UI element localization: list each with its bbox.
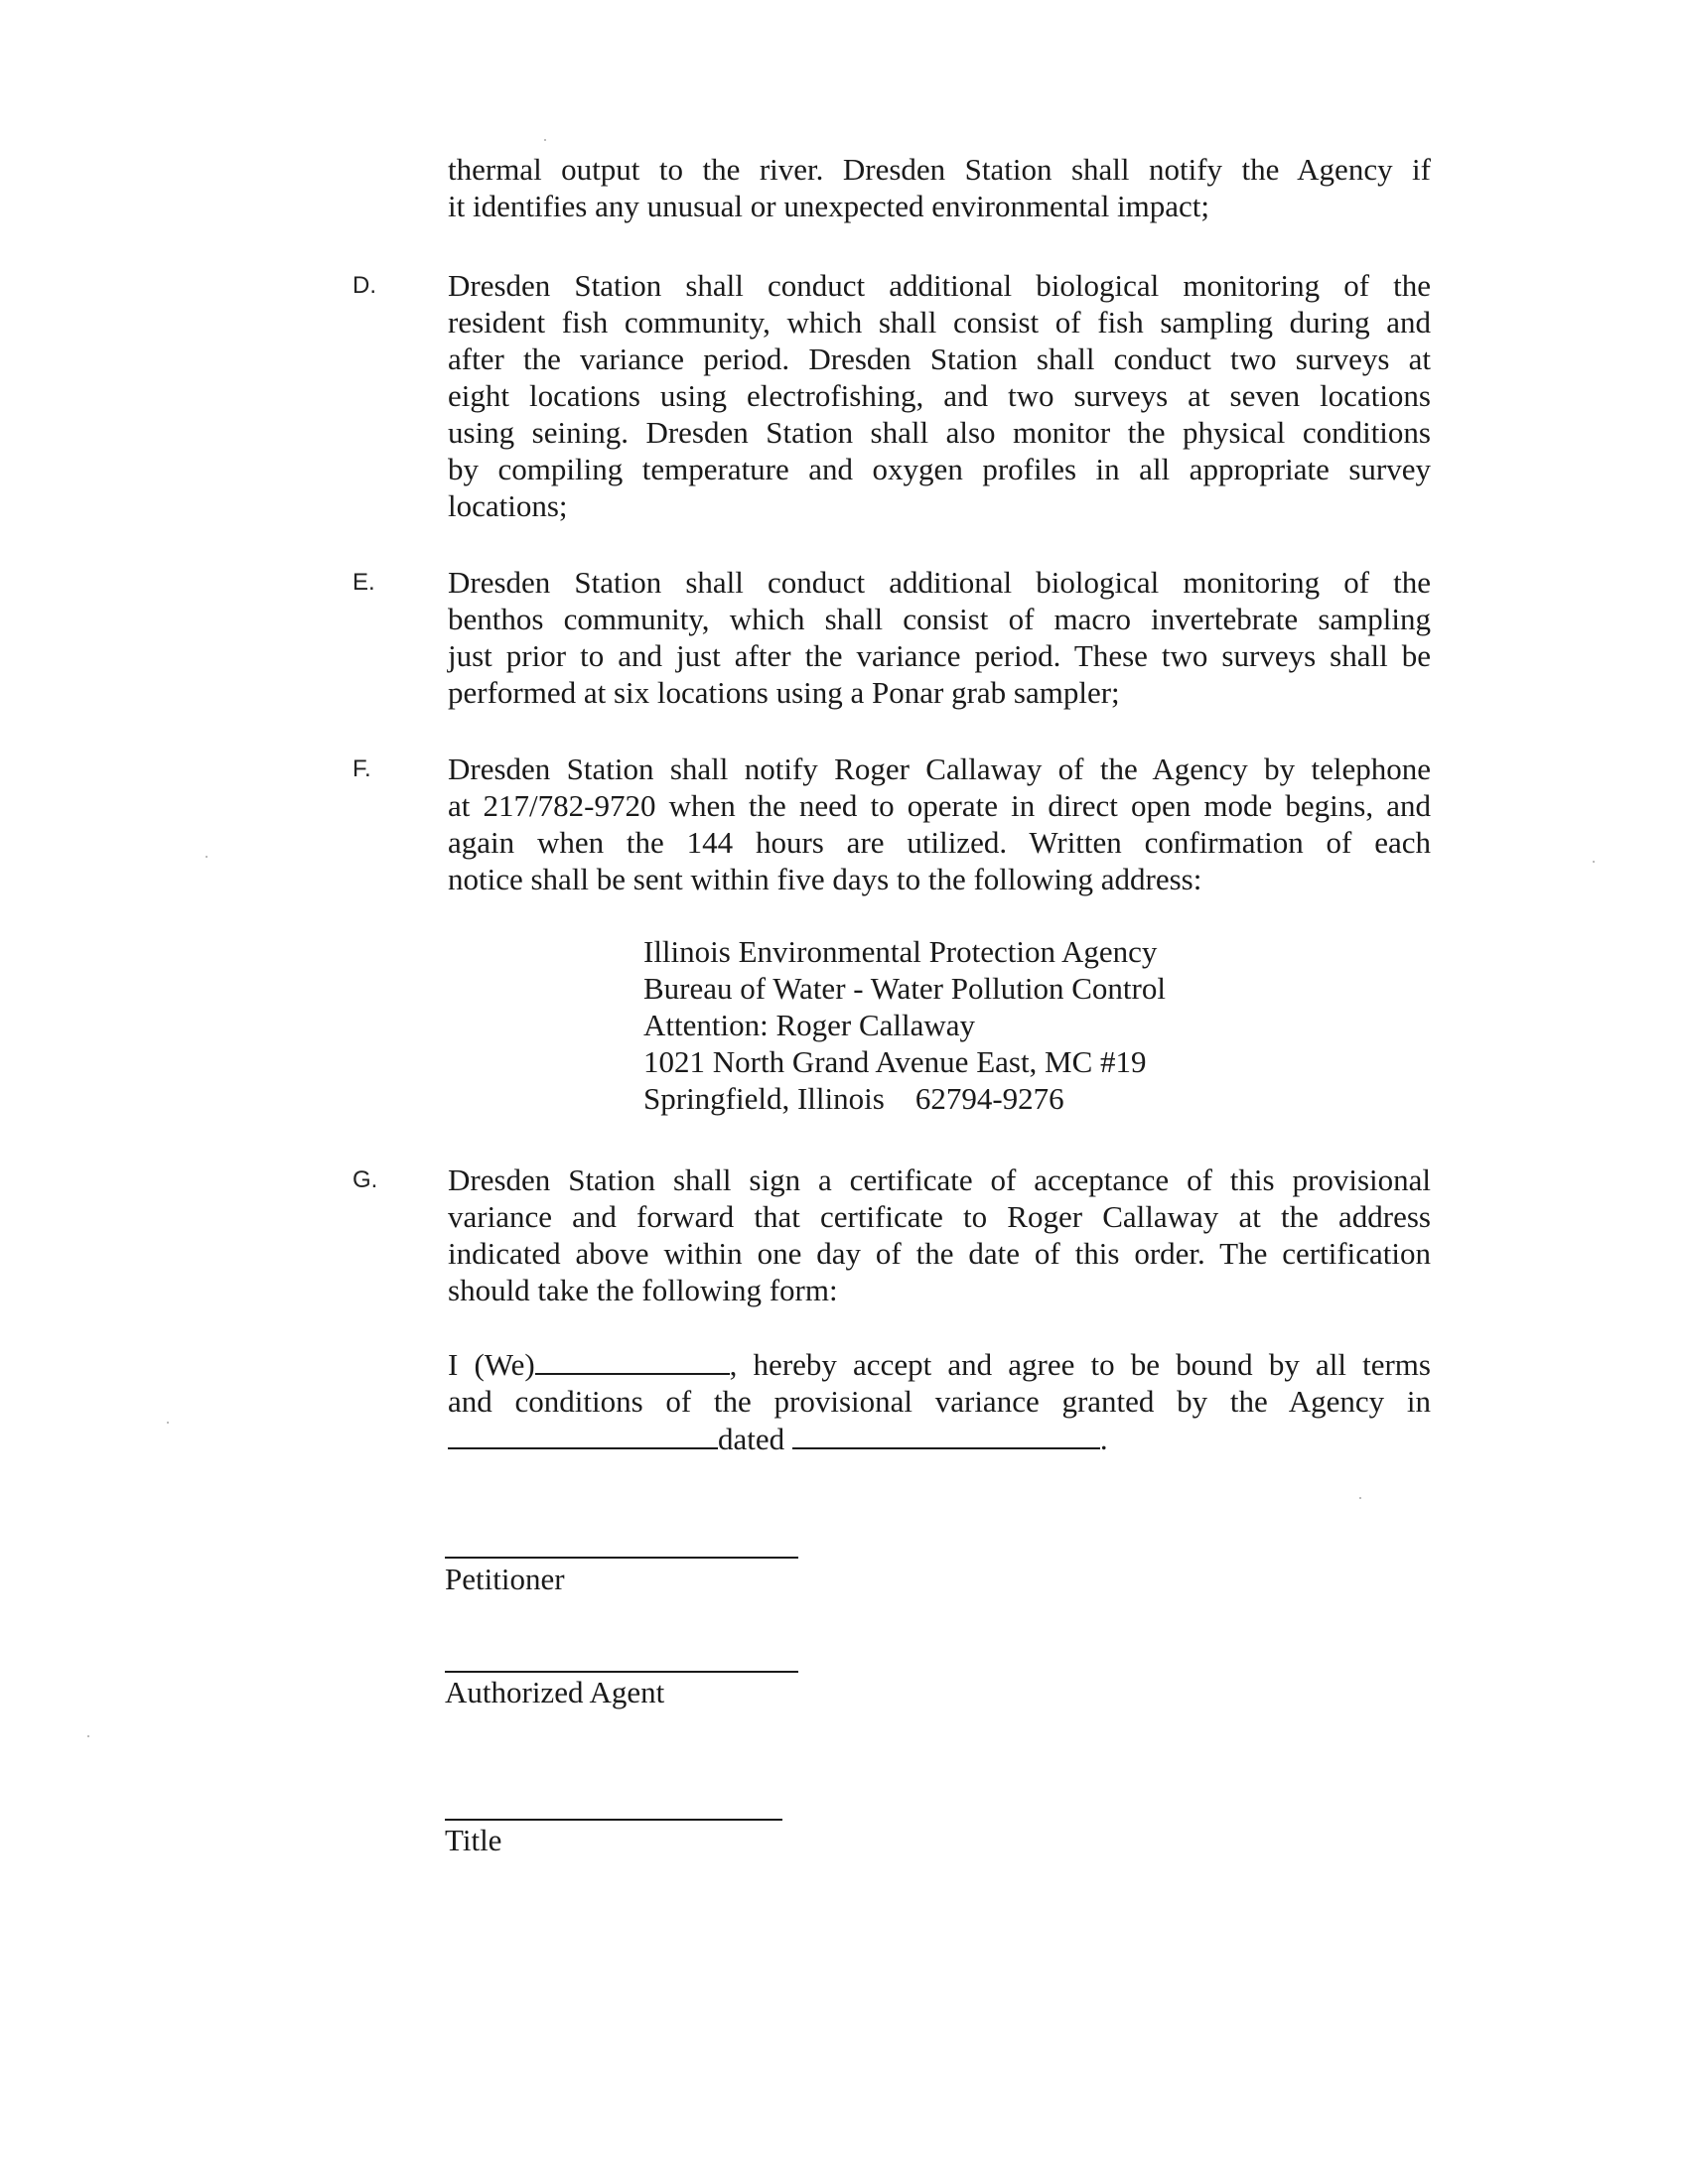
text-line: thermal output to the river. Dresden Station shall notify the Agency if	[448, 152, 1431, 187]
certificate-line-2: and conditions of the provisional variance granted by the Agency in	[448, 1384, 1431, 1419]
text-line: eight locations using electrofishing, and two surveys at seven locations	[448, 378, 1431, 413]
text-line: just prior to and just after the variance period. These two surveys shall be	[448, 638, 1431, 673]
certificate-line-3	[448, 1420, 1431, 1457]
scan-speck	[206, 856, 208, 858]
authorized-agent-label: Authorized Agent	[445, 1675, 665, 1709]
address-block	[643, 933, 1166, 1117]
address-line: Bureau of Water - Water Pollution Control	[643, 971, 1166, 1006]
certificate-prefix: I (We)	[448, 1347, 535, 1382]
title-signature-line[interactable]	[445, 1819, 782, 1821]
scan-speck	[544, 139, 546, 141]
item-e-paragraph	[448, 564, 1431, 711]
text-line: Dresden Station shall sign a certificate of acceptance of this provisional	[448, 1162, 1431, 1197]
text-line: locations;	[448, 488, 568, 523]
petitioner-signature-line[interactable]	[445, 1557, 798, 1559]
item-f-paragraph	[448, 751, 1431, 897]
item-d-marker: D.	[352, 272, 376, 299]
title-label: Title	[445, 1823, 502, 1857]
text-line: after the variance period. Dresden Station shall conduct two surveys at	[448, 341, 1431, 376]
address-line: Attention: Roger Callaway	[643, 1008, 976, 1042]
address-line: Springfield, Illinois 62794-9276	[643, 1081, 1064, 1116]
scan-speck	[1593, 861, 1595, 863]
certificate-period: .	[1099, 1422, 1108, 1456]
order-blank-field[interactable]	[448, 1420, 718, 1449]
text-line: using seining. Dresden Station shall also monitor the physical conditions	[448, 415, 1431, 450]
item-f-marker: F.	[352, 755, 371, 782]
certificate-suffix: , hereby accept and agree to be bound by all terms	[729, 1347, 1431, 1382]
address-line: 1021 North Grand Avenue East, MC #19	[643, 1044, 1147, 1079]
text-line: resident fish community, which shall consist of fish sampling during and	[448, 305, 1431, 340]
item-d-paragraph	[448, 267, 1431, 524]
text-line: notice shall be sent within five days to the following address:	[448, 862, 1202, 896]
text-line: benthos community, which shall consist of macro invertebrate sampling	[448, 602, 1431, 636]
intro-paragraph	[448, 151, 1431, 224]
text-line: performed at six locations using a Ponar grab sampler;	[448, 675, 1120, 710]
text-line: Dresden Station shall notify Roger Callaway of the Agency by telephone	[448, 751, 1431, 786]
date-blank-field[interactable]	[792, 1420, 1100, 1449]
item-g-paragraph	[448, 1161, 1431, 1308]
text-line: at 217/782-9720 when the need to operate in direct open mode begins, and	[448, 788, 1431, 823]
item-e-marker: E.	[352, 569, 375, 596]
certificate-form	[448, 1345, 1431, 1457]
item-g-marker: G.	[352, 1166, 378, 1193]
petitioner-label: Petitioner	[445, 1562, 565, 1596]
text-line: again when the 144 hours are utilized. Written confirmation of each	[448, 825, 1431, 860]
text-line: variance and forward that certificate to Roger Callaway at the address	[448, 1199, 1431, 1234]
text-line: indicated above within one day of the date of this order. The certification	[448, 1236, 1431, 1271]
scan-speck	[167, 1422, 169, 1424]
text-line: Dresden Station shall conduct additional biological monitoring of the	[448, 565, 1431, 600]
agent-signature-line[interactable]	[445, 1671, 798, 1673]
text-line: should take the following form:	[448, 1273, 838, 1307]
scan-speck	[1359, 1497, 1361, 1499]
certificate-line-1	[448, 1345, 1431, 1383]
name-blank-field[interactable]	[535, 1345, 730, 1375]
dated-label: dated	[718, 1422, 785, 1456]
text-line: by compiling temperature and oxygen profiles in all appropriate survey	[448, 452, 1431, 486]
scan-speck	[87, 1735, 89, 1737]
text-line: Dresden Station shall conduct additional biological monitoring of the	[448, 268, 1431, 303]
text-line: it identifies any unusual or unexpected environmental impact;	[448, 189, 1210, 223]
address-line: Illinois Environmental Protection Agency	[643, 934, 1158, 969]
